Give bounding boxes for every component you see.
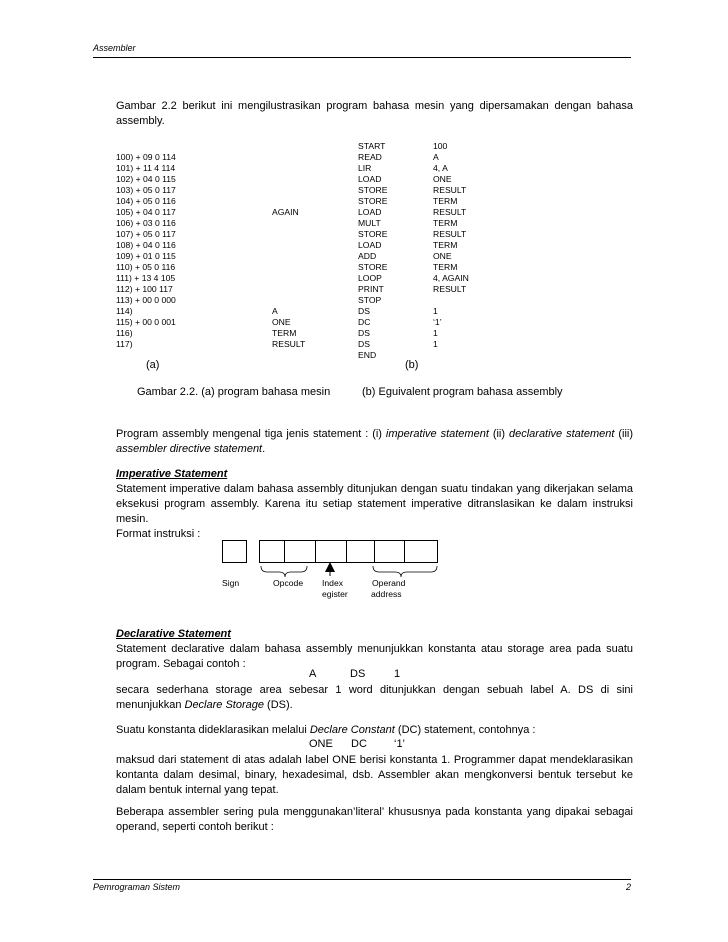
text-segment: (iii) [614,428,634,440]
code-cell: 108) + 04 0 116 [116,240,176,250]
code-cell: 102) + 04 0 115 [116,174,176,184]
declarative-section [116,627,633,672]
sign-label: Sign [222,578,240,588]
imperative-term: imperative statement [385,428,489,440]
declare-storage-term: Declare Storage [184,699,264,711]
example-ds-value: 1 [394,668,401,680]
code-cell: TERM [272,328,297,338]
code-cell: 1 [433,328,438,338]
code-cell [272,229,305,240]
code-cell: 1 [433,339,438,349]
code-cell: 4, AGAIN [433,273,469,283]
code-cell: 107) + 05 0 117 [116,229,176,239]
code-cell [116,141,176,152]
text-segment: (DS). [264,699,293,711]
text-segment: (DC) statement, contohnya : [394,724,536,736]
code-cell: 106) + 03 0 116 [116,218,176,228]
sign-field-box [222,540,247,563]
code-cell [272,273,305,284]
code-cell [272,152,305,163]
code-cell: DS [358,306,370,316]
code-cell: 100 [433,141,448,151]
code-cell: 116) [116,328,133,338]
code-cell: 109) + 01 0 115 [116,251,176,261]
code-cell: 115) + 00 0 001 [116,317,176,327]
index-register-label-2: egister [322,589,348,599]
code-cell: ONE [272,317,291,327]
imperative-heading: Imperative Statement [116,468,228,480]
operand-address-label-1: Operand [372,578,406,588]
code-cell: 113) + 00 0 000 [116,295,176,305]
code-cell: STORE [358,262,388,272]
field-braces [255,560,445,580]
page-header-title: Assembler [93,43,136,53]
text-segment: Program assembly mengenal tiga jenis statement : (i) [116,428,386,440]
text-segment: (ii) [488,428,509,440]
code-cell: RESULT [272,339,306,349]
code-cell [272,262,305,273]
declare-constant-term: Declare Constant [309,724,395,736]
code-cell [433,350,469,361]
statement-types-paragraph [116,427,633,457]
code-cell: A [272,306,278,316]
code-cell: TERM [433,262,458,272]
code-cell: RESULT [433,207,467,217]
code-cell: ONE [433,174,452,184]
declarative-heading: Declarative Statement [116,628,231,640]
text-segment: secara sederhana storage area sebesar 1 word ditunjukkan dengan sebuah label A. DS di sini menunjukkan [116,684,633,711]
code-cell [272,240,305,251]
code-cell [272,174,305,185]
literal-paragraph: Beberapa assembler sering pula menggunakan’literal’ khususnya pada konstanta yang dipakai sebagai operand, seperti contoh berikut : [116,806,633,833]
intro-paragraph: Gambar 2.2 berikut ini mengilustrasikan program bahasa mesin yang dipersamakan dengan bahasa assembly. [116,100,633,127]
code-cell: STOP [358,295,382,305]
code-cell: 101) + 11 4 114 [116,163,176,173]
code-cell: 110) + 05 0 116 [116,262,176,272]
operand-address-label-2: address [371,589,402,599]
code-cell: 105) + 04 0 117 [116,207,176,217]
footer-rule [93,879,631,880]
declare-constant-paragraph [116,723,633,738]
footer-title: Pemrograman Sistem [93,882,181,892]
code-cell [433,295,469,306]
code-cell: RESULT [433,185,467,195]
code-cell: END [358,350,377,360]
code-cell: LIR [358,163,372,173]
code-cell: LOAD [358,240,382,250]
code-cell [272,284,305,295]
code-cell: TERM [433,218,458,228]
code-cell: STORE [358,196,388,206]
code-cell: RESULT [433,284,467,294]
code-cell: ‘1’ [433,317,442,327]
code-cell [272,141,305,152]
text-segment: Suatu konstanta dideklarasikan melalui [116,724,310,736]
code-cell: STORE [358,229,388,239]
machine-code-column [116,141,176,361]
code-cell: TERM [433,240,458,250]
constant-explanation-paragraph: maksud dari statement di atas adalah label ONE berisi konstanta 1. Programmer dapat mendeklarasikan kontanta dalam desimal, binary, hexadesimal, dsb. Assembler akan mengkonversi bentuk tersebut ke dalam bentuk internal yang tepat. [116,754,633,796]
code-cell: A [433,152,439,162]
code-cell: TERM [433,196,458,206]
imperative-body: Statement imperative dalam bahasa assembly ditunjukan dengan suatu tindakan yang dikerjakan selama eksekusi program assembly. Karena itu setiap statement imperative ditranslasikan ke dalam instruksi mesin. [116,483,633,525]
opcode-column [358,141,387,361]
code-cell: RESULT [433,229,467,239]
opcode-label: Opcode [273,578,304,588]
text-segment: . [262,443,266,455]
code-cell: AGAIN [272,207,299,217]
example-ds-op: DS [350,668,366,680]
code-cell: DC [358,317,371,327]
code-cell: MULT [358,218,381,228]
declare-storage-paragraph [116,683,633,713]
page-number: 2 [626,882,632,892]
label-column [272,141,305,361]
code-cell [272,196,305,207]
format-instruction-label: Format instruksi : [116,528,201,540]
code-cell: 1 [433,306,438,316]
code-cell: LOOP [358,273,382,283]
code-cell: START [358,141,386,151]
code-cell: 100) + 09 0 114 [116,152,176,162]
index-register-label-1: Index [322,578,344,588]
example-ds-label: A [309,668,317,680]
example-dc-label: ONE [309,738,333,750]
index-arrow-icon [324,562,336,576]
imperative-section [116,467,633,542]
figure-caption-a: Gambar 2.2. (a) program bahasa mesin [137,386,331,398]
code-cell: 111) + 13 4 105 [116,273,176,283]
code-cell: ADD [358,251,377,261]
code-cell: 114) [116,306,133,316]
code-cell: 112) + 100 117 [116,284,173,294]
code-cell [272,185,305,196]
code-cell [272,350,305,361]
figure-caption-b: (b) Eguivalent program bahasa assembly [362,386,563,398]
table-label-a: (a) [146,359,160,371]
table-label-b: (b) [405,359,419,371]
code-cell: 104) + 05 0 116 [116,196,176,206]
example-dc-op: DC [351,738,367,750]
code-cell [272,163,305,174]
code-cell: STORE [358,185,388,195]
header-rule [93,57,631,58]
directive-term: assembler directive statement [116,443,263,455]
code-cell: READ [358,152,382,162]
operand-column [433,141,469,361]
code-cell [272,295,305,306]
example-dc-value: ‘1’ [394,738,406,750]
declarative-body: Statement declarative dalam bahasa assembly menunjukkan konstanta atau storage area pada suatu program. Sebagai contoh : [116,643,633,670]
declarative-term: declarative statement [508,428,615,440]
code-cell: PRINT [358,284,384,294]
code-cell: LOAD [358,174,382,184]
code-cell: 117) [116,339,133,349]
code-cell [272,218,305,229]
code-cell: LOAD [358,207,382,217]
code-cell: DS [358,339,370,349]
code-cell: DS [358,328,370,338]
code-cell: 103) + 05 0 117 [116,185,176,195]
code-cell: ONE [433,251,452,261]
code-cell [272,251,305,262]
code-cell: 4, A [433,163,448,173]
